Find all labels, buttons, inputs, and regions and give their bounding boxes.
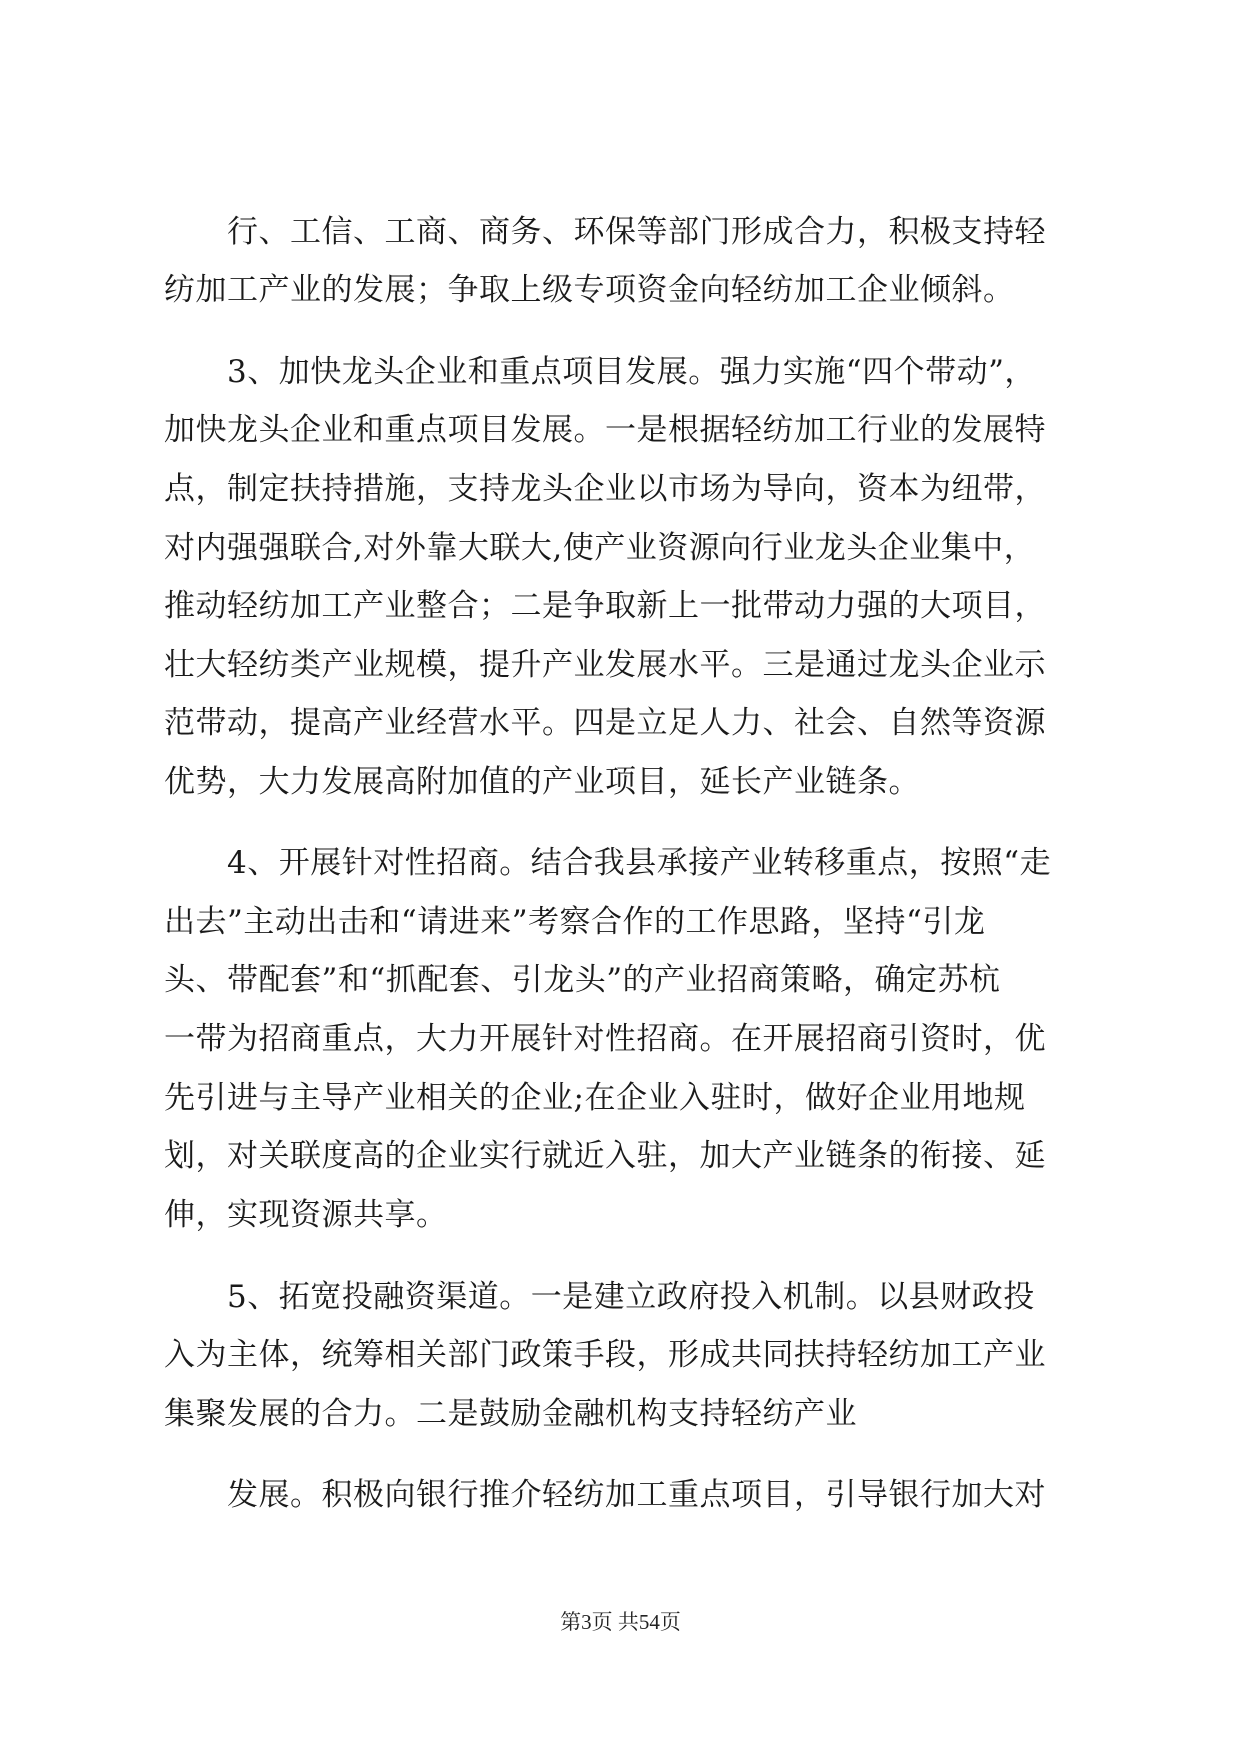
- body-text-line: 纺加工产业的发展；争取上级专项资金向轻纺加工企业倾斜。: [164, 272, 1015, 308]
- body-text-line: 壮大轻纺类产业规模，提升产业发展水平。三是通过龙头企业示: [164, 647, 1046, 683]
- body-text-line: 出去”主动出击和“请进来”考察合作的工作思路，坚持“引龙: [164, 904, 986, 940]
- body-text-line: 对内强强联合,对外靠大联大,使产业资源向行业龙头企业集中，: [164, 530, 1036, 566]
- body-text-line: 集聚发展的合力。二是鼓励金融机构支持轻纺产业: [164, 1396, 857, 1432]
- body-text-line: 伸，实现资源共享。: [164, 1197, 448, 1233]
- body-text-line: 5、拓宽投融资渠道。一是建立政府投入机制。以县财政投: [164, 1279, 1035, 1315]
- body-text-line: 优势，大力发展高附加值的产业项目，延长产业链条。: [164, 764, 920, 800]
- body-text-line: 一带为招商重点，大力开展针对性招商。在开展招商引资时，优: [164, 1021, 1046, 1057]
- body-text-line: 发展。积极向银行推介轻纺加工重点项目，引导银行加大对: [164, 1477, 1046, 1513]
- body-text-line: 头、带配套”和“抓配套、引龙头”的产业招商策略，确定苏杭: [164, 962, 1001, 998]
- body-text-line: 点，制定扶持措施，支持龙头企业以市场为导向，资本为纽带，: [164, 471, 1046, 507]
- body-text-line: 范带动，提高产业经营水平。四是立足人力、社会、自然等资源: [164, 705, 1046, 741]
- page-number-footer: 第3页 共54页: [560, 1610, 681, 1634]
- body-text-line: 4、开展针对性招商。结合我县承接产业转移重点，按照“走: [164, 845, 1052, 881]
- body-text-line: 划，对关联度高的企业实行就近入驻，加大产业链条的衔接、延: [164, 1138, 1046, 1174]
- body-text-line: 行、工信、工商、商务、环保等部门形成合力，积极支持轻: [164, 214, 1046, 250]
- body-text-line: 3、加快龙头企业和重点项目发展。强力实施“四个带动”，: [164, 354, 1036, 390]
- body-text-line: 先引进与主导产业相关的企业;在企业入驻时，做好企业用地规: [164, 1080, 1026, 1116]
- body-text-line: 入为主体，统筹相关部门政策手段，形成共同扶持轻纺加工产业: [164, 1337, 1046, 1373]
- body-text-line: 加快龙头企业和重点项目发展。一是根据轻纺加工行业的发展特: [164, 412, 1046, 448]
- body-text-line: 推动轻纺加工产业整合；二是争取新上一批带动力强的大项目，: [164, 588, 1046, 624]
